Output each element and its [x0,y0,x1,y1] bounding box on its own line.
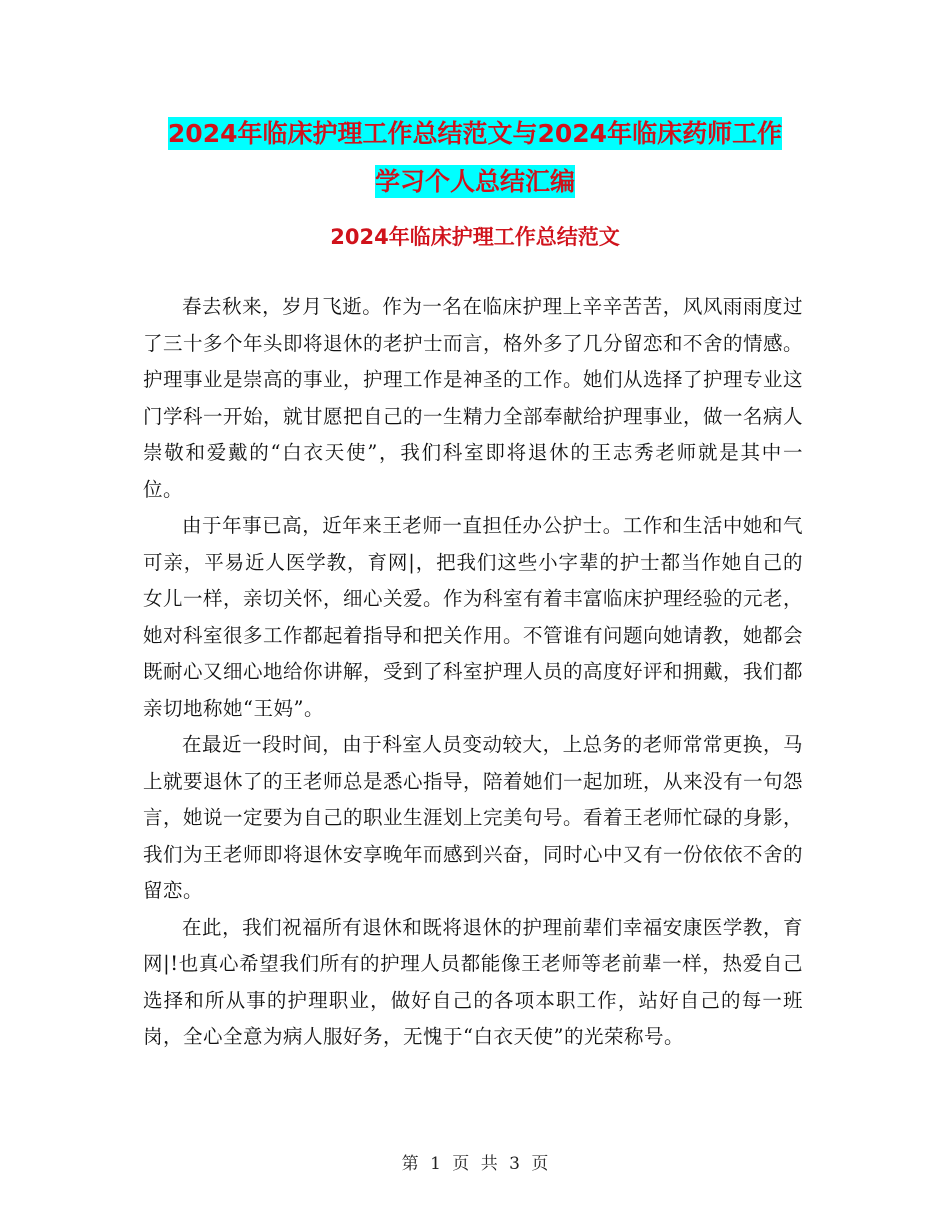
body-paragraph-2: 由于年事已高，近年来王老师一直担任办公护士。工作和生活中她和气可亲，平易近人医学教，育网|，把我们这些小字辈的护士都当作她自己的女儿一样，亲切关怀，细心关爱。作为科室有着丰富临床护理经验的元老，她对科室很多工作都起着指导和把关作用。不管谁有问题向她请教，她都会既耐心又细心地给你讲解，受到了科室护理人员的高度好评和拥戴，我们都亲切地称她“王妈”。 [143,514,804,720]
body-paragraph-1: 春去秋来，岁月飞逝。作为一名在临床护理上辛辛苦苦，风风雨雨度过了三十多个年头即将退休的老护士而言，格外多了几分留恋和不舍的情感。护理事业是崇高的事业，护理工作是神圣的工作。她们从选择了护理专业这门学科一开始，就甘愿把自己的一生精力全部奉献给护理事业，做一名病人崇敬和爱戴的“白衣天使”，我们科室即将退休的王志秀老师就是其中一位。 [143,295,804,501]
body-paragraph-4: 在此，我们祝福所有退休和既将退休的护理前辈们幸福安康医学教，育网|!也真心希望我们所有的护理人员都能像王老师等老前辈一样，热爱自己选择和所从事的护理职业，做好自己的各项本职工作，站好自己的每一班岗，全心全意为病人服好务，无愧于“白衣天使”的光荣称号。 [143,915,803,1048]
body-paragraph-3: 在最近一段时间，由于科室人员变动较大，上总务的老师常常更换，马上就要退休了的王老师总是悉心指导，陪着她们一起加班，从来没有一句怨言，她说一定要为自己的职业生涯划上完美句号。看着王老师忙碌的身影，我们为王老师即将退休安享晚年而感到兴奋，同时心中又有一份依依不舍的留恋。 [143,733,804,902]
page-number-footer: 第 1 页 共 3 页 [401,1154,549,1174]
document-title [140,110,810,206]
document-title-line-2: 学习个人总结汇编 [374,167,575,196]
document-title-line-1: 2024年临床护理工作总结范文与2024年临床药师工作 [167,119,783,148]
section-title: 2024年临床护理工作总结范文 [330,225,620,249]
document-body [143,289,803,1056]
